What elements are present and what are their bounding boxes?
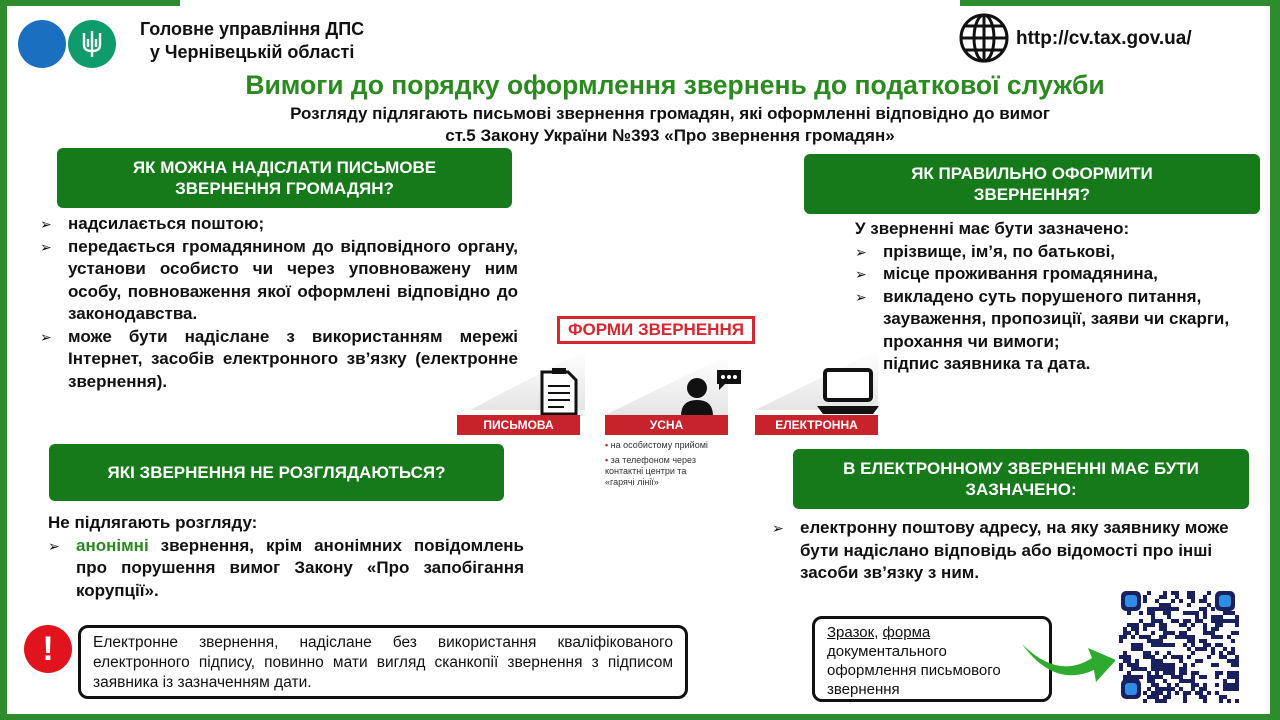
page-subtitle	[0, 103, 1280, 147]
list-item: ➢ підпис заявника та дата.	[855, 353, 1250, 376]
oral-note-2: • за телефоном через контактні центри та «гарячі лінії»	[605, 455, 696, 487]
frame-top	[0, 0, 180, 6]
globe-icon	[958, 12, 1010, 64]
organization-logo	[18, 20, 118, 68]
laptop-icon	[815, 366, 881, 418]
arrow-icon	[1018, 628, 1118, 684]
org-line-2: у Чернівецькій області	[149, 42, 355, 62]
qr-code[interactable]	[1115, 587, 1241, 705]
subtitle-line-1: Розгляду підлягають письмові звернення громадян, які оформленні відповідно до вимог	[290, 104, 1050, 123]
how-to-format-list	[855, 218, 1250, 376]
not-considered-heading: ЯКІ ЗВЕРНЕННЯ НЕ РОЗГЛЯДАЮТЬСЯ?	[49, 444, 504, 501]
how-to-format-heading: ЯК ПРАВИЛЬНО ОФОРМИТИ ЗВЕРНЕННЯ?	[804, 154, 1260, 214]
format-intro: У зверненні має бути зазначено:	[855, 219, 1130, 238]
not-considered-intro: Не підлягають розгляду:	[48, 513, 258, 532]
how-to-send-list	[40, 213, 518, 393]
list-item	[48, 535, 524, 603]
website-link[interactable]: http://cv.tax.gov.ua/	[1016, 28, 1192, 49]
not-considered-rest: звернення, крім анонімних повідомлень про порушення вимог Закону «Про запобігання корупції».	[76, 535, 524, 600]
sample-box	[812, 616, 1052, 702]
organization-name	[140, 18, 364, 64]
trident-icon	[68, 20, 116, 68]
logo-blue-circle	[18, 20, 66, 68]
warning-note: Електронне звернення, надіслане без використання кваліфікованого електронного підпису, повинно мати вигляд сканкопії звернення з підписом заявника із зазначенням дати.	[78, 625, 688, 699]
oral-note-1: • на особистому прийомі	[605, 440, 708, 450]
sample-link[interactable]: Зразок	[827, 624, 875, 641]
list-item: ➢ може бути надіслане з використанням мережі Інтернет, засобів електронного зв’язку (електронне звернення).	[40, 326, 518, 394]
ribbon-written: ПИСЬМОВА	[457, 415, 580, 435]
not-considered-text	[48, 512, 524, 602]
list-item: ➢ викладено суть порушеного питання, зауваження, пропозиції, заяви чи скарги, прохання чи вимоги;	[855, 286, 1250, 354]
sample-separator: ,	[874, 624, 883, 641]
electronic-required-text	[772, 517, 1242, 585]
how-to-send-heading: ЯК МОЖНА НАДІСЛАТИ ПИСЬМОВЕ ЗВЕРНЕННЯ ГРОМАДЯН?	[57, 148, 512, 208]
frame-bottom	[0, 714, 1280, 720]
page-title: Вимоги до порядку оформлення звернень до податкової служби	[245, 70, 1105, 100]
ribbon-electronic: ЕЛЕКТРОННА	[755, 415, 878, 435]
frame-top-right	[960, 0, 1280, 6]
list-item: ➢ передається громадянином до відповідного органу, установи особисто чи через уповноважену ним особу, повноваження якої оформлені відповідно до законодавства.	[40, 236, 518, 326]
list-item: ➢ електронну поштову адресу, на яку заявнику може бути надіслано відповідь або відомості про інші засоби зв’язку з ним.	[772, 517, 1242, 585]
forms-title: ФОРМИ ЗВЕРНЕННЯ	[557, 316, 755, 344]
form-link[interactable]: форма	[882, 624, 931, 641]
list-item: ➢ надсилається поштою;	[40, 213, 518, 236]
document-icon	[538, 366, 580, 418]
ribbon-oral: УСНА	[605, 415, 728, 435]
warning-icon: !	[24, 625, 72, 673]
electronic-required-heading: В ЕЛЕКТРОННОМУ ЗВЕРНЕННІ МАЄ БУТИ ЗАЗНАЧЕНО:	[793, 449, 1249, 509]
anonymous-highlight: анонімні	[76, 535, 149, 555]
subtitle-line-2: ст.5 Закону України №393 «Про звернення громадян»	[445, 126, 895, 145]
sample-text: документального оформлення письмового звернення	[827, 643, 1001, 698]
speaker-icon	[677, 366, 743, 418]
list-item: ➢ прізвище, ім’я, по батькові,	[855, 241, 1250, 264]
org-line-1: Головне управління ДПС	[140, 19, 365, 39]
list-item: ➢ місце проживання громадянина,	[855, 263, 1250, 286]
oral-notes	[605, 440, 735, 492]
